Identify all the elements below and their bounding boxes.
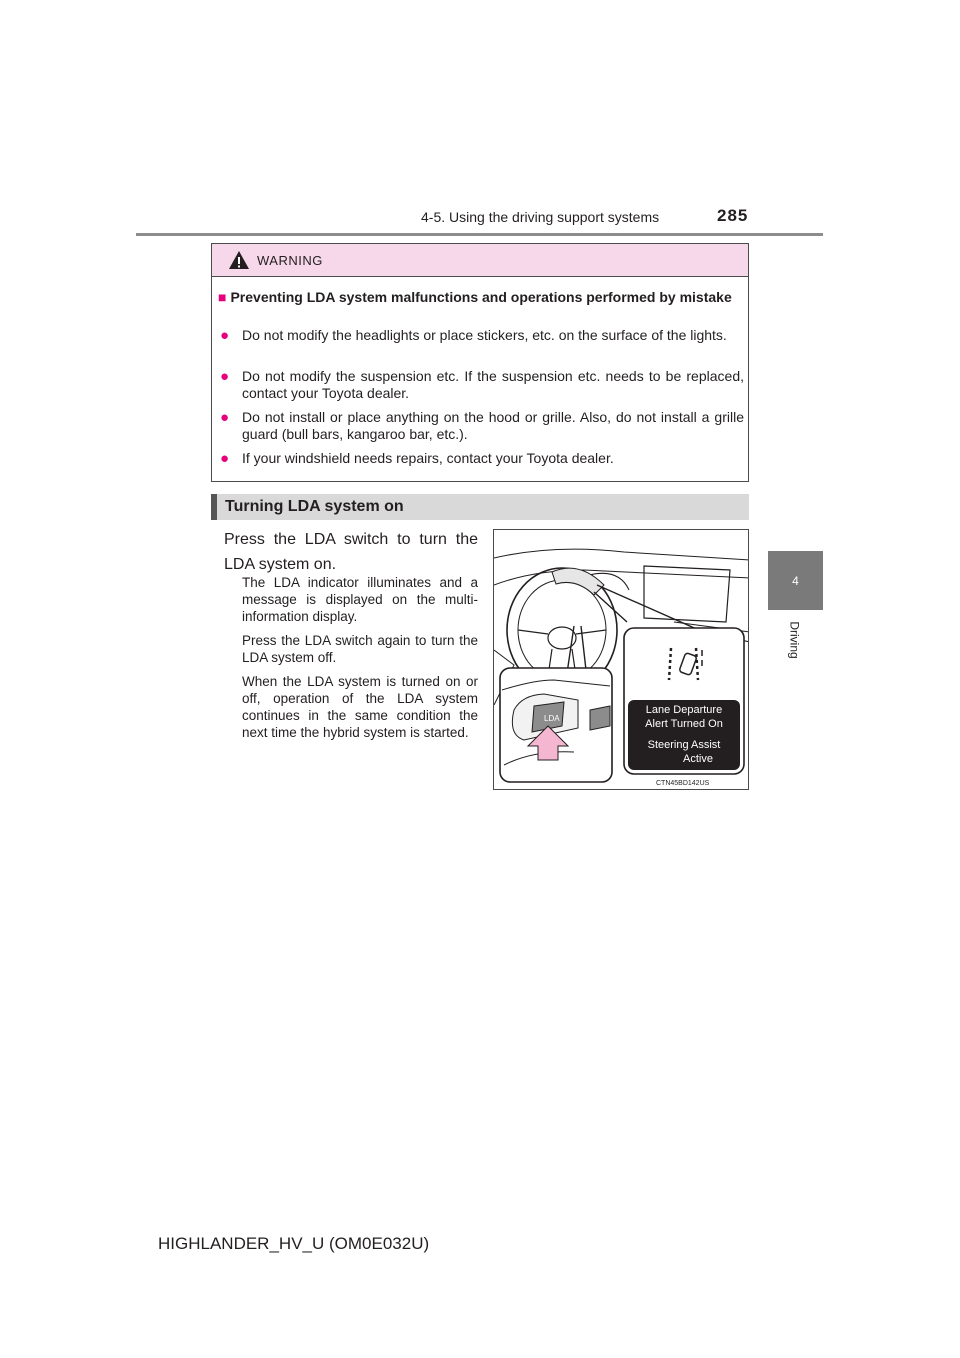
chapter-label: Driving: [788, 621, 802, 659]
bullet-icon: ●: [220, 409, 230, 426]
bullet-icon: ●: [220, 450, 230, 467]
warning-heading: [218, 289, 742, 306]
display-message-line: Alert Turned On: [645, 718, 723, 730]
figure-code: CTN45BD142US: [656, 780, 710, 787]
warning-item: [220, 409, 744, 443]
warning-header: [212, 244, 748, 277]
svg-text:LDA: LDA: [544, 714, 560, 723]
instruction-text: Press the LDA switch to turn the LDA system on.: [224, 531, 478, 573]
bullet-icon: ●: [220, 327, 230, 344]
section-header-title: Turning LDA system on: [225, 498, 404, 515]
warning-item: [220, 327, 744, 344]
page-number: 285: [717, 206, 749, 225]
note-text: When the LDA system is turned on or off, operation of the LDA system continues in the same condition the next time the hybrid system is started.: [242, 674, 478, 740]
section-title: 4-5. Using the driving support systems: [421, 209, 660, 225]
warning-box: [211, 243, 749, 482]
display-message-line: Lane Departure: [645, 704, 723, 716]
section-header: [211, 494, 749, 520]
header-divider: [136, 233, 823, 236]
manual-id: HIGHLANDER_HV_U (OM0E032U): [158, 1234, 430, 1253]
display-message-line: Steering Assist: [647, 739, 721, 751]
warning-item-text: Do not install or place anything on the hood or grille. Also, do not install a grille guard (bull bars, kangaroo bar, etc.).: [242, 409, 744, 442]
warning-icon: [228, 250, 250, 270]
warning-item: [220, 450, 744, 467]
warning-heading-text: Preventing LDA system malfunctions and operations performed by mistake: [230, 289, 732, 305]
warning-item: [220, 368, 744, 402]
warning-item-text: Do not modify the headlights or place stickers, etc. on the surface of the lights.: [242, 327, 727, 343]
warning-item-text: If your windshield needs repairs, contact your Toyota dealer.: [242, 450, 614, 466]
display-message-line: Active: [683, 753, 713, 765]
warning-title: WARNING: [257, 253, 323, 268]
chapter-tab: [768, 551, 823, 610]
chapter-label-wrapper: [784, 615, 806, 665]
section-header-bar: [211, 494, 217, 520]
note-text: Press the LDA switch again to turn the LDA system off.: [242, 633, 478, 665]
chapter-number: 4: [792, 573, 799, 588]
square-bullet-icon: ■: [218, 289, 227, 305]
warning-item-text: Do not modify the suspension etc. If the suspension etc. needs to be replaced, contact your Toyota dealer.: [242, 368, 744, 401]
note-text: The LDA indicator illuminates and a message is displayed on the multi-information display.: [242, 575, 478, 624]
bullet-icon: ●: [220, 368, 230, 385]
